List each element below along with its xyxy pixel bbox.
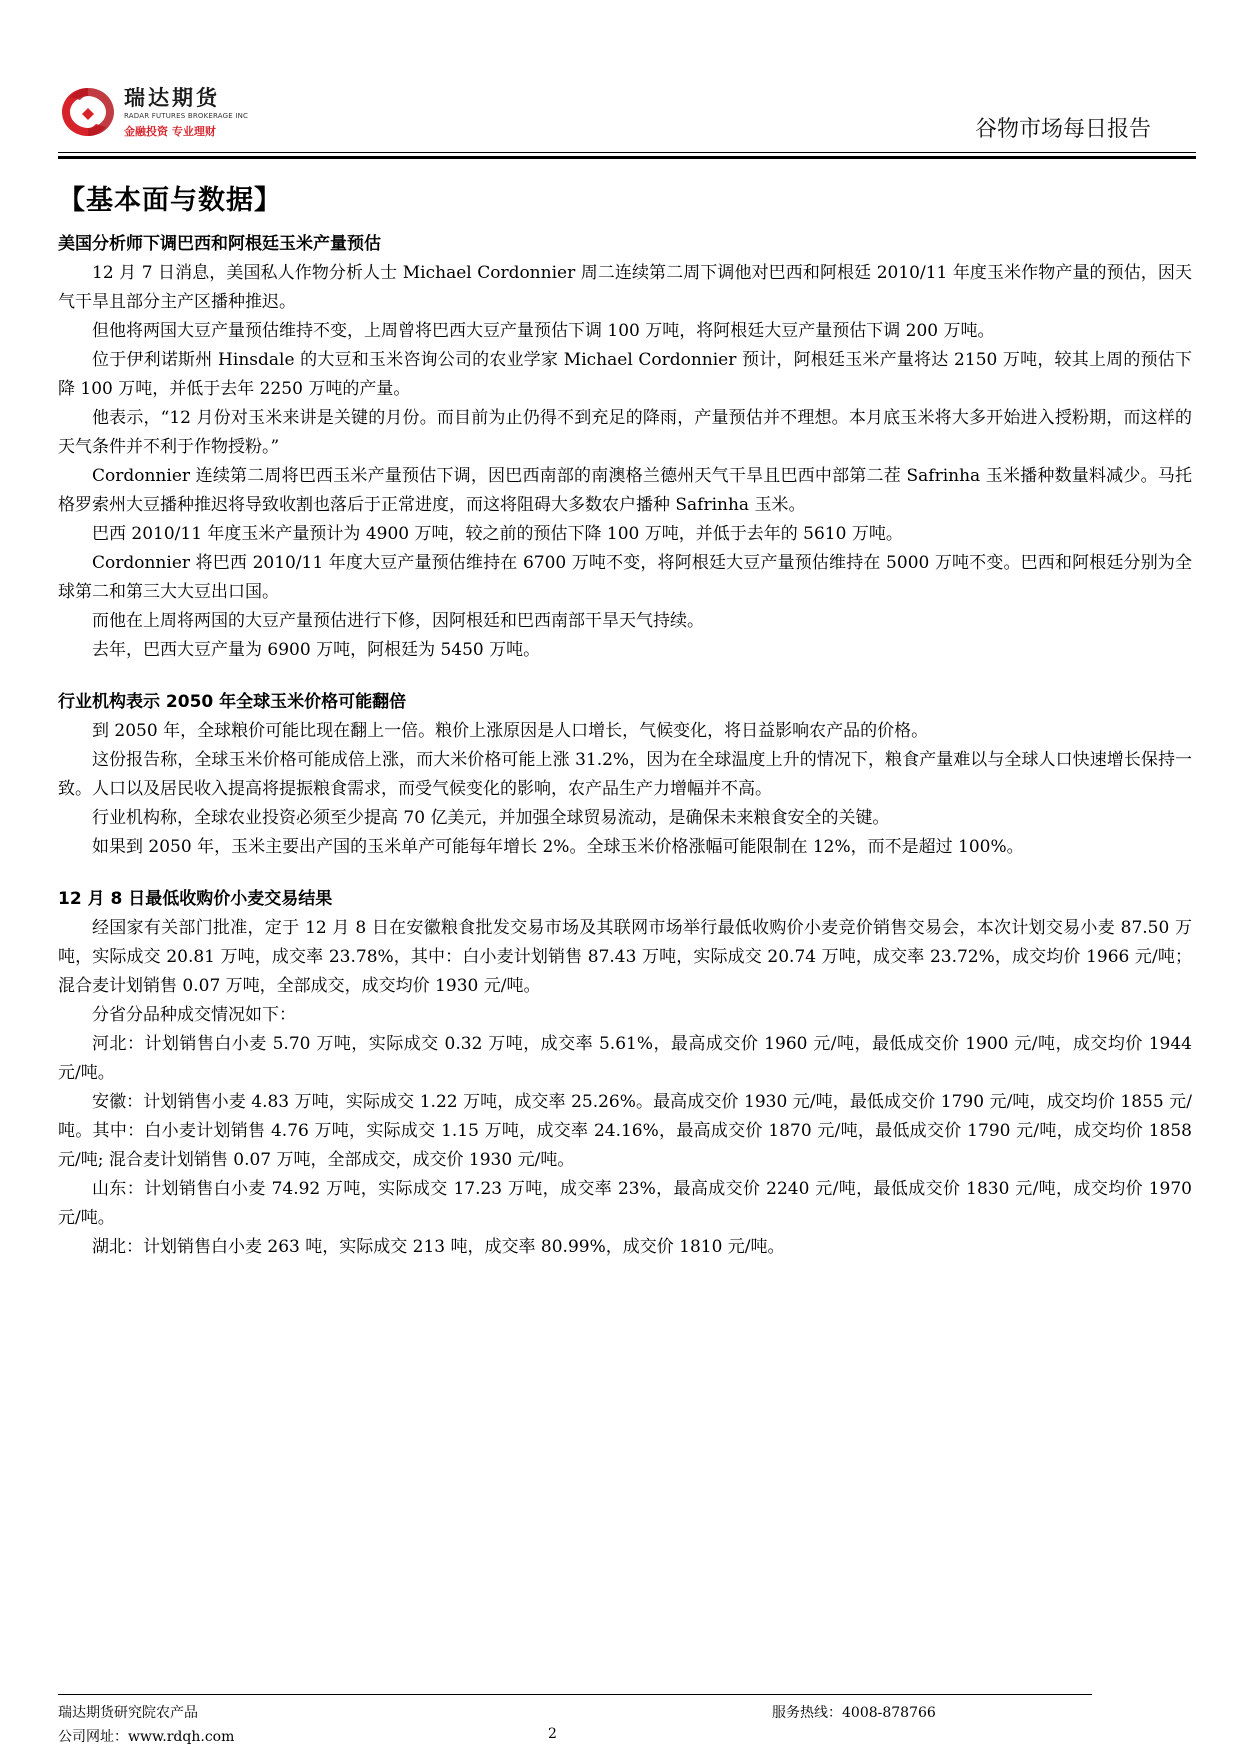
- paragraph: 12 月 7 日消息，美国私人作物分析人士 Michael Cordonnier 周二连续第二周下调他对巴西和阿根廷 2010/11 年度玉米作物产量的预估，因天气干旱且部分主产区播种推迟。: [58, 263, 1192, 312]
- paragraph: 山东：计划销售白小麦 74.92 万吨，实际成交 17.23 万吨，成交率 23%，最高成交价 2240 元/吨，最低成交价 1830 元/吨，成交均价 1970 元/吨。: [58, 1179, 1192, 1228]
- article-brazil-argentina-corn: [58, 229, 1192, 665]
- paragraph: 行业机构称，全球农业投资必须至少提高 70 亿美元，并加强全球贸易流动，是确保未来粮食安全的关键。: [92, 808, 890, 828]
- article-title: 12 月 8 日最低收购价小麦交易结果: [58, 889, 333, 909]
- report-title: 谷物市场每日报告: [974, 117, 1151, 142]
- paragraph: 分省分品种成交情况如下：: [92, 1005, 296, 1025]
- paragraph: 安徽：计划销售小麦 4.83 万吨，实际成交 1.22 万吨，成交率 25.26%。最高成交价 1930 元/吨，最低成交价 1790 元/吨，成交均价 1855 元/吨。其中：白小麦计划销售 4.76 万吨，实际成交 1.15 万吨，成交率 24.16%，最高成交价 1870 元/吨，最低成交价 1790 元/吨，成交均价 1858 元/吨; 混合麦计划销售 0.07 万吨，全部成交，成交价 1930 元/吨。: [58, 1092, 1192, 1170]
- paragraph: Cordonnier 将巴西 2010/11 年度大豆产量预估维持在 6700 万吨不变，将阿根廷大豆产量预估维持在 5000 万吨不变。巴西和阿根廷分别为全球第二和第三大大豆出口国。: [58, 553, 1192, 602]
- paragraph: 这份报告称，全球玉米价格可能成倍上涨，而大米价格可能上涨 31.2%，因为在全球温度上升的情况下，粮食产量难以与全球人口快速增长保持一致。人口以及居民收入提高将提振粮食需求，而受气候变化的影响，农产品生产力增幅并不高。: [58, 750, 1192, 799]
- page-number: 2: [548, 1726, 557, 1742]
- paragraph: 而他在上周将两国的大豆产量预估进行下修，因阿根廷和巴西南部干旱天气持续。: [92, 611, 704, 631]
- footer-hotline: 服务热线：4008-878766: [772, 1705, 936, 1721]
- paragraph: 湖北：计划销售白小麦 263 吨，实际成交 213 吨，成交率 80.99%，成交价 1810 元/吨。: [92, 1237, 785, 1257]
- paragraph: 如果到 2050 年，玉米主要出产国的玉米单产可能每年增长 2%。全球玉米价格涨幅可能限制在 12%，而不是超过 100%。: [92, 837, 1024, 857]
- footer-website-link[interactable]: 公司网址：www.rdqh.com: [58, 1729, 235, 1745]
- paragraph: 位于伊利诺斯州 Hinsdale 的大豆和玉米咨询公司的农业学家 Michael Cordonnier 预计，阿根廷玉米产量将达 2150 万吨，较其上周的预估下降 100 万吨，并低于去年 2250 万吨的产量。: [58, 350, 1192, 399]
- article-wheat-auction: [58, 884, 1192, 1262]
- paragraph: 经国家有关部门批准，定于 12 月 8 日在安徽粮食批发交易市场及其联网市场举行最低收购价小麦竞价销售交易会，本次计划交易小麦 87.50 万吨，实际成交 20.81 万吨，成交率 23.78%，其中：白小麦计划销售 87.43 万吨，实际成交 20.74 万吨，成交率 23.72%，成交均价 1966 元/吨；混合麦计划销售 0.07 万吨，全部成交，成交均价 1930 元/吨。: [58, 918, 1192, 996]
- paragraph: Cordonnier 连续第二周将巴西玉米产量预估下调，因巴西南部的南澳格兰德州天气干旱且巴西中部第二茬 Safrinha 玉米播种数量料减少。马托格罗索州大豆播种推迟将导致收割也落后于正常进度，而这将阻碍大多数农户播种 Safrinha 玉米。: [58, 466, 1192, 515]
- paragraph: 河北：计划销售白小麦 5.70 万吨，实际成交 0.32 万吨，成交率 5.61%，最高成交价 1960 元/吨，最低成交价 1900 元/吨，成交均价 1944 元/吨。: [58, 1034, 1192, 1083]
- brand-slogan: 金融投资 专业理财: [124, 125, 216, 138]
- paragraph: 但他将两国大豆产量预估维持不变，上周曾将巴西大豆产量预估下调 100 万吨，将阿根廷大豆产量预估下调 200 万吨。: [92, 321, 995, 341]
- article-2050-corn-price: [58, 687, 1192, 862]
- paragraph: 去年，巴西大豆产量为 6900 万吨，阿根廷为 5450 万吨。: [92, 640, 541, 660]
- paragraph: 他表示，“12 月份对玉米来讲是关键的月份。而目前为止仍得不到充足的降雨，产量预估并不理想。本月底玉米将大多开始进入授粉期，而这样的天气条件并不利于作物授粉。”: [58, 408, 1192, 457]
- report-body: [58, 178, 1192, 1284]
- section-heading: 【基本面与数据】: [58, 185, 282, 216]
- paragraph: 巴西 2010/11 年度玉米产量预计为 4900 万吨，较之前的预估下降 100 万吨，并低于去年的 5610 万吨。: [92, 524, 903, 544]
- article-title: 行业机构表示 2050 年全球玉米价格可能翻倍: [58, 692, 407, 712]
- brand-name-en: RADAR FUTURES BROKERAGE INC: [124, 112, 249, 120]
- footer-org: 瑞达期货研究院农产品: [58, 1705, 198, 1721]
- brand-name-cn: 瑞达期货: [124, 86, 220, 110]
- header-divider-thin: [58, 152, 1196, 153]
- page-header: [0, 0, 1241, 170]
- page-footer: [58, 1694, 1192, 1754]
- footer-divider: [58, 1694, 1092, 1695]
- brand-logo[interactable]: [58, 82, 248, 142]
- paragraph: 到 2050 年，全球粮价可能比现在翻上一倍。粮价上涨原因是人口增长，气候变化，将日益影响农产品的价格。: [92, 721, 929, 741]
- radar-logo-icon: [58, 84, 118, 140]
- header-divider-thick: [58, 156, 1196, 159]
- article-title: 美国分析师下调巴西和阿根廷玉米产量预估: [58, 234, 381, 254]
